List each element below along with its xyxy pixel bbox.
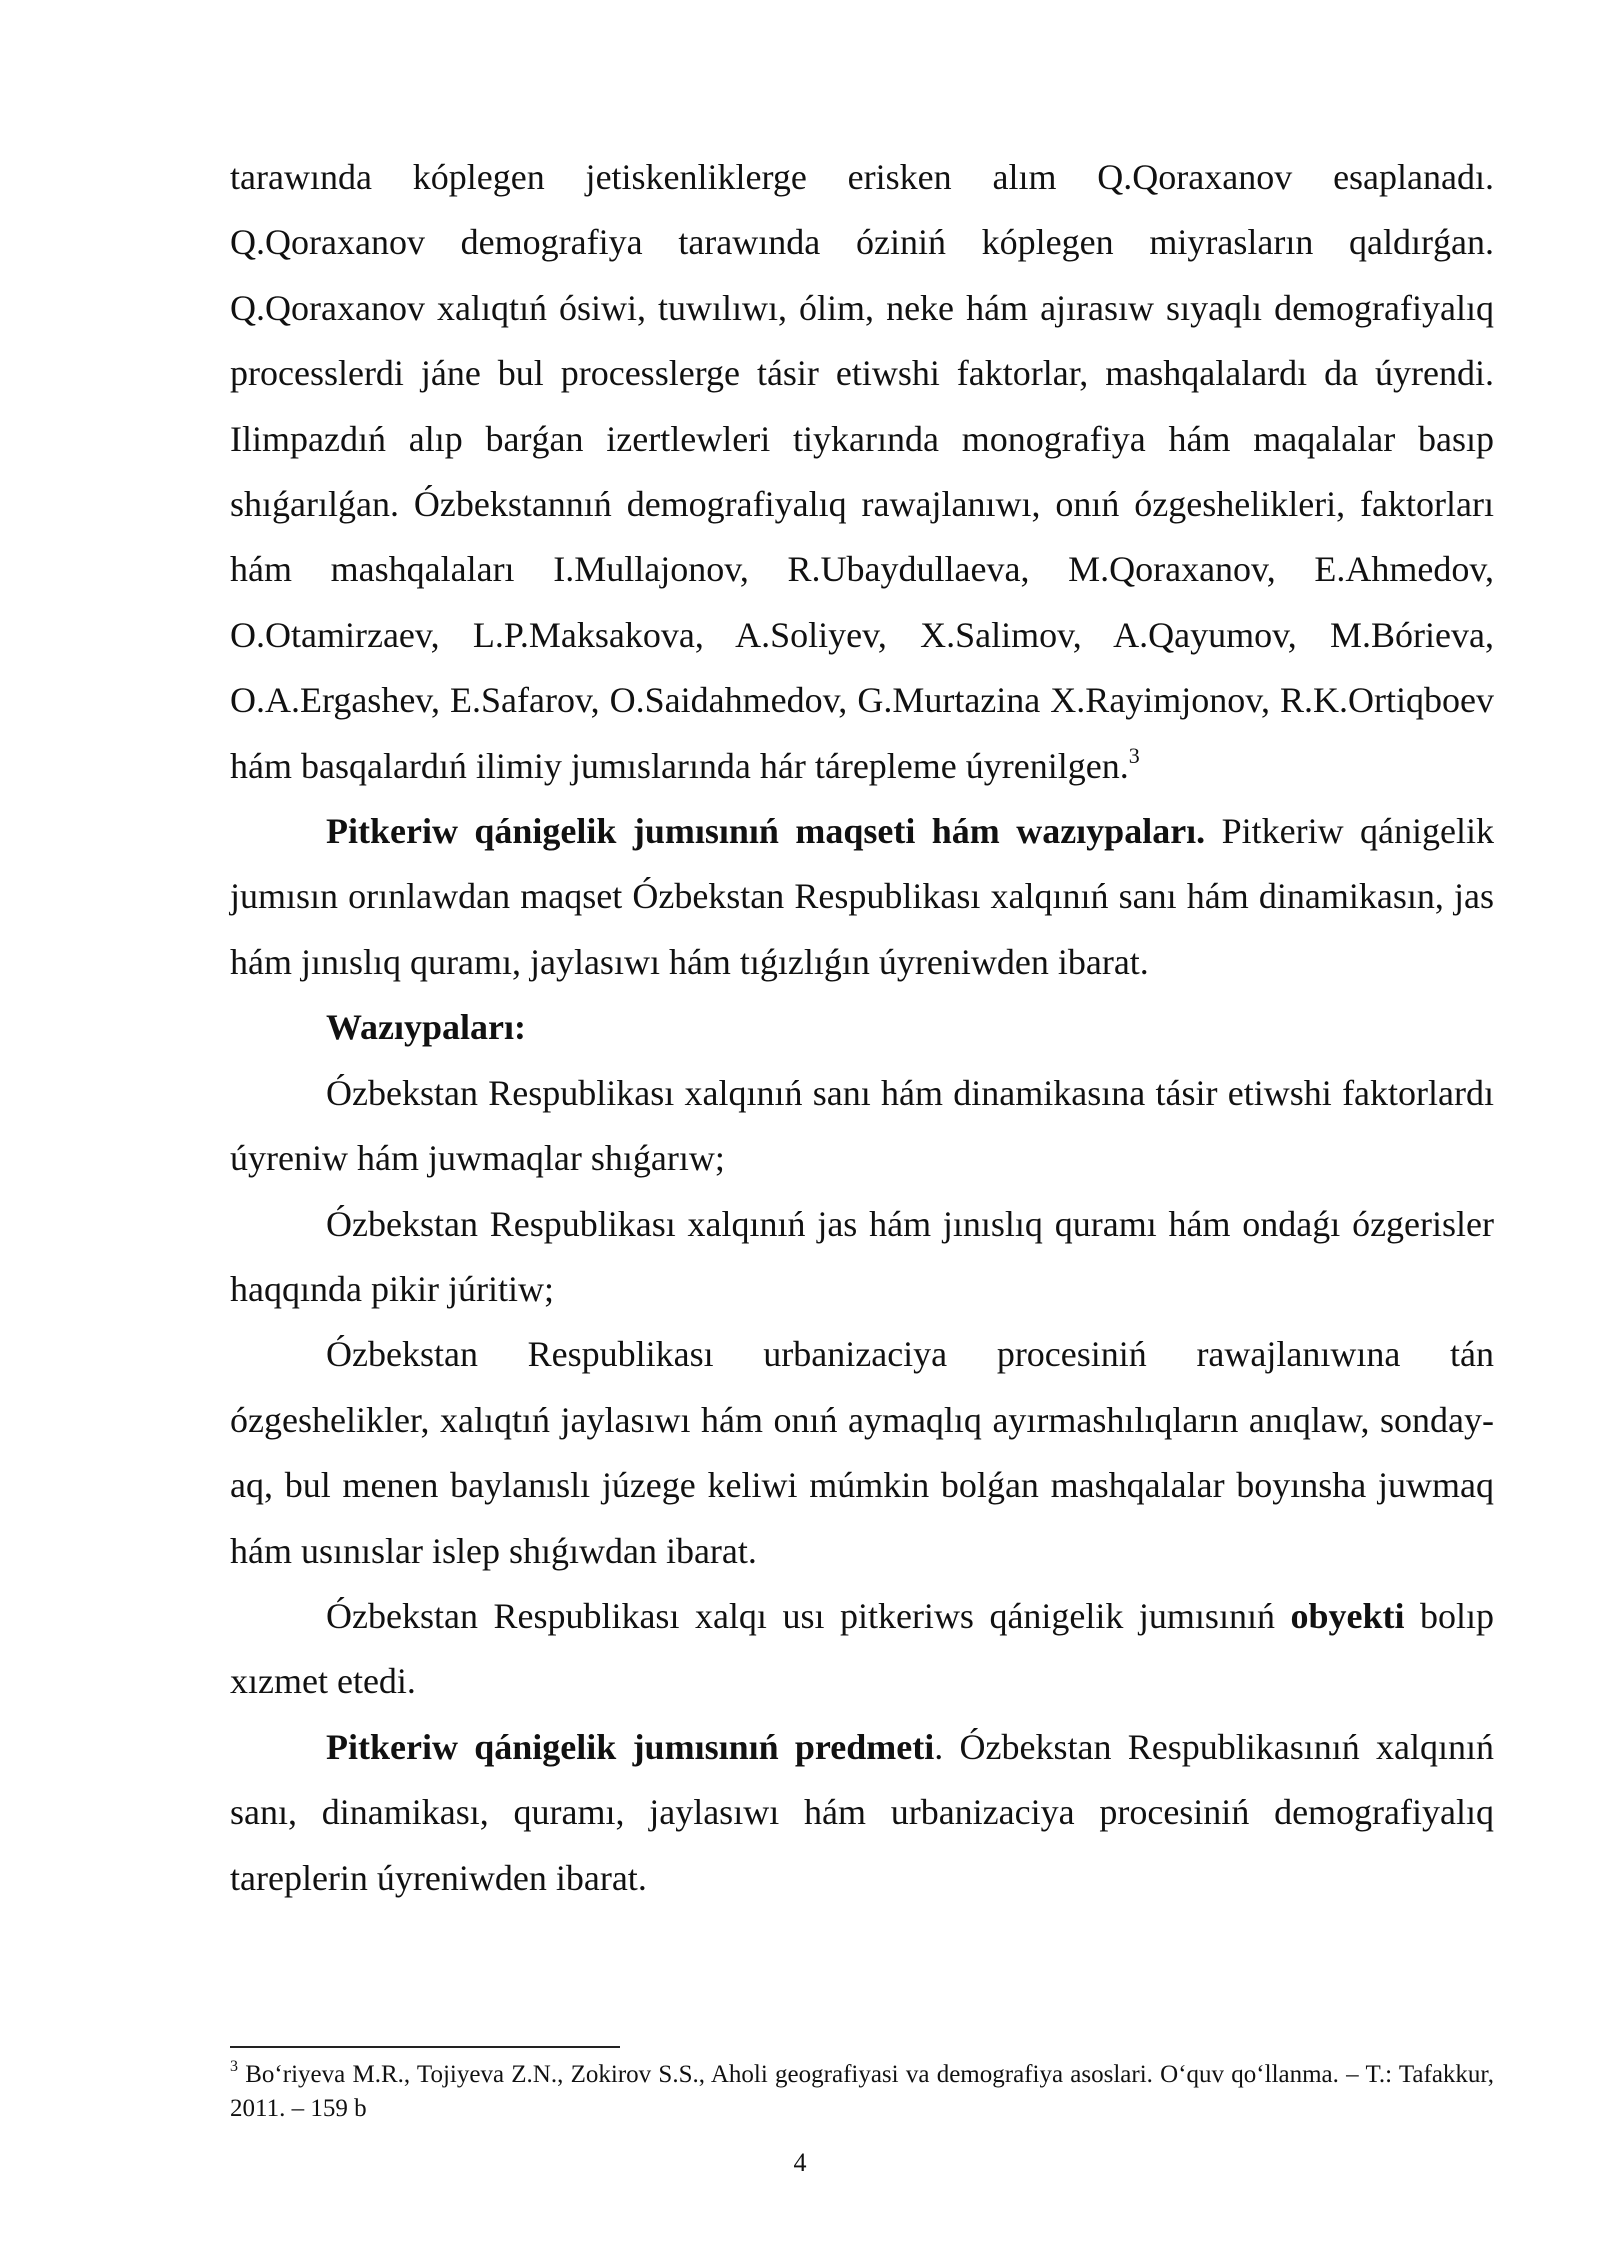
footnote-text: Bo‘riyeva M.R., Tojiyeva Z.N., Zokirov S.S., Aholi geografiyasi va demografiya asoslari. O‘quv qo‘llanma. – T.: Tafakkur, 2011. – 159 b [230,2061,1494,2122]
subject-heading: Pitkeriw qánigelik jumısınıń predmeti [326,1726,935,1767]
intro-paragraph-text: tarawında kóplegen jetiskenliklerge erisken alım Q.Qoraxanov esaplanadı. Q.Qoraxanov demografiya tarawında óziniń kóplegen miyrasların qaldırǵan. Q.Qoraxanov xalıqtıń ósiwi, tuwılıwı, ólim, neke hám ajırasıw sıyaqlı demografiyalıq processlerdi jáne bul processlerge tásir etiwshi faktorlar, mashqalalardı da úyrendi. Ilimpazdıń alıp barǵan izertlewleri tiykarında monografiya hám maqalalar basıp shıǵarılǵan. Ózbekstannıń demografiyalıq rawajlanıwı, onıń ózgeshelikleri, faktorları hám mashqalaları I.Mullajonov, R.Ubaydullaeva, M.Qoraxanov, E.Ahmedov, O.Otamirzaev, L.P.Maksakova, A.Soliyev, X.Salimov, A.Qayumov, M.Bórieva, O.A.Ergashev, E.Safarov, O.Saidahmedov, G.Murtazina X.Rayimjonov, R.K.Ortiqboev hám basqalardıń ilimiy jumıslarında hár tárepleme úyrenilgen. [230,157,1494,786]
tasks-heading: Wazıypaları: [326,1007,526,1048]
goal-text: Pitkeriw qánigelik jumısın orınlawdan maqset Ózbekstan Respublikası xalqınıń sanı hám dinamikasın, jas hám jınıslıq quramı, jaylasıwı hám tıǵızlıǵın úyreniwden ibarat. [230,811,1494,982]
goal-paragraph [230,799,1494,995]
task-item: Ózbekstan Respublikası xalqınıń jas hám jınıslıq quramı hám ondaǵı ózgerisler haqqında pikir júritiw; [230,1203,1494,1309]
document-page [230,145,1494,1911]
footnote-reference: 3 [1128,742,1140,768]
task-item: Ózbekstan Respublikası urbanizaciya procesiniń rawajlanıwına tán ózgeshelikler, xalıqtıń jaylasıwı hám onıń aymaqlıq ayırmashılıqların anıqlaw, sonday-aq, bul menen baylanıslı júzege keliwi múmkin bolǵan mashqalalar boyınsha juwmaq hám usınıslar islep shıǵıwdan ibarat. [230,1334,1494,1571]
object-paragraph [230,1584,1494,1715]
object-text-after: bolıp xızmet etedi. [230,1595,1494,1702]
footnote-mark: 3 [230,2057,238,2075]
object-term: obyekti [1290,1595,1405,1636]
tasks-heading-paragraph [230,995,1494,1060]
page-number: 4 [793,2148,807,2177]
object-text-before: Ózbekstan Respublikası xalqı usı pitkeriws qánigelik jumısınıń [326,1595,1291,1636]
subject-paragraph [230,1715,1494,1911]
footnote-divider [230,2046,620,2048]
intro-paragraph [230,145,1494,799]
footnote [230,2058,1494,2126]
task-item: Ózbekstan Respublikası xalqınıń sanı hám dinamikasına tásir etiwshi faktorlardı úyreniw hám juwmaqlar shıǵarıw; [230,1072,1494,1179]
goal-heading: Pitkeriw qánigelik jumısınıń maqseti hám wazıypaları. [326,811,1206,852]
subject-text: . Ózbekstan Respublikasınıń xalqınıń sanı, dinamikası, quramı, jaylasıwı hám urbanizaciya procesiniń demografiyalıq tareplerin úyreniwden ibarat. [230,1726,1494,1898]
